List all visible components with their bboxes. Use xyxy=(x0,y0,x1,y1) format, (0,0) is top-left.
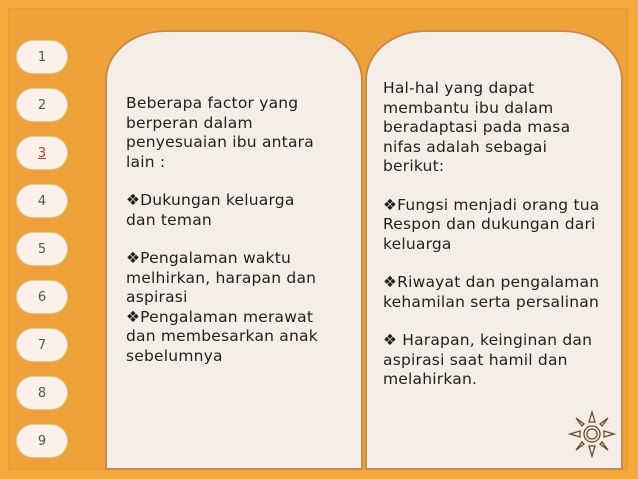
right-intro: Hal-hal yang dapat membantu ibu dalam beradaptasi pada masa nifas adalah sebagai berikut: xyxy=(383,79,571,175)
nav-slide-2[interactable] xyxy=(16,88,68,122)
nav-slide-4[interactable] xyxy=(16,184,68,218)
nav-slide-8[interactable] xyxy=(16,376,68,410)
nav-slide-5[interactable] xyxy=(16,232,68,266)
nav-slide-7[interactable] xyxy=(16,328,68,362)
sun-ornament-icon xyxy=(568,410,616,458)
left-intro: Beberapa factor yang berperan dalam penyesuaian ibu antara lain : xyxy=(126,94,314,171)
nav-slide-label: 8 xyxy=(37,385,47,401)
nav-slide-label: 4 xyxy=(37,193,47,209)
right-item-1: ❖Fungsi menjadi orang tua Respon dan dukungan dari keluarga xyxy=(383,195,600,253)
left-item-1: ❖Dukungan keluarga dan teman xyxy=(126,191,295,229)
nav-slide-label: 7 xyxy=(37,337,47,353)
nav-slide-label: 9 xyxy=(37,433,47,449)
nav-slide-1[interactable] xyxy=(16,40,68,74)
left-item-3: ❖Pengalaman merawat dan membesarkan anak sebelumnya xyxy=(126,307,318,365)
right-item-2: ❖Riwayat dan pengalaman kehamilan serta persalinan xyxy=(383,273,600,311)
nav-slide-label: 3 xyxy=(37,145,47,161)
right-item-3: ❖ Harapan, keinginan dan aspirasi saat hamil dan melahirkan. xyxy=(383,331,593,388)
nav-slide-label: 5 xyxy=(37,241,47,257)
nav-slide-label: 2 xyxy=(37,97,47,113)
left-panel-text xyxy=(126,94,358,366)
nav-slide-label: 1 xyxy=(37,49,47,65)
right-panel-text xyxy=(383,79,619,390)
left-item-2: ❖Pengalaman waktu melhirkan, harapan dan aspirasi xyxy=(126,249,317,306)
nav-slide-label: 6 xyxy=(37,289,47,305)
nav-slide-3[interactable] xyxy=(16,136,68,170)
nav-slide-9[interactable] xyxy=(16,424,68,458)
nav-slide-6[interactable] xyxy=(16,280,68,314)
